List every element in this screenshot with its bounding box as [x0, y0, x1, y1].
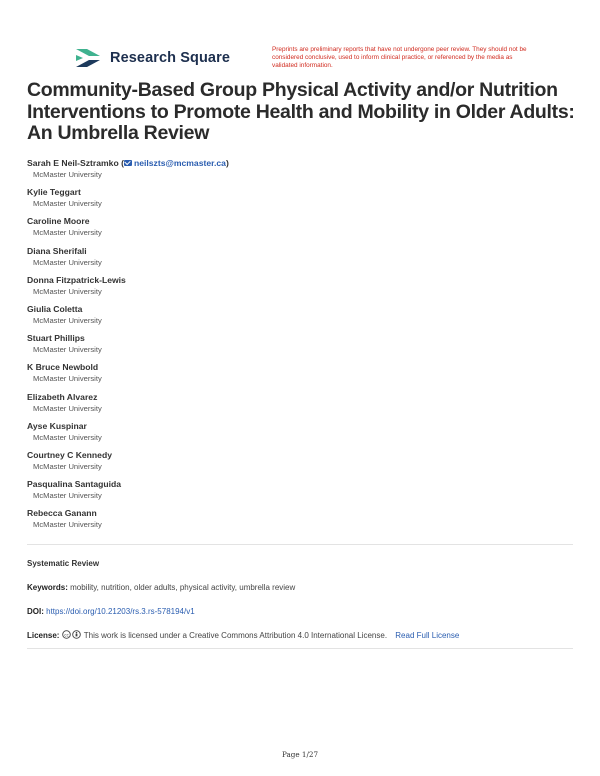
author-affiliation: McMaster University [33, 257, 102, 267]
page-number: Page 1/27 [281, 750, 319, 759]
author-affiliation: McMaster University [33, 374, 102, 384]
svg-text:cc: cc [63, 632, 69, 638]
author-name: Ayse Kuspinar [27, 420, 87, 431]
divider-top [27, 544, 573, 545]
author-affiliation: McMaster University [33, 228, 102, 238]
paper-title: Community-Based Group Physical Activity and/or Nutrition Interventions to Promote Health and Mobility in Older Adults: An Umbrella Review [27, 79, 575, 144]
doi-label: DOI: [27, 607, 44, 616]
author-affiliation: McMaster University [33, 170, 102, 179]
author-name: Rebecca Ganann [27, 508, 97, 519]
author-entry [27, 420, 567, 449]
author-name: Elizabeth Alvarez [27, 391, 98, 402]
author-list [27, 157, 567, 536]
author-name: Courtney C Kennedy [27, 449, 112, 460]
doi-line [27, 606, 573, 617]
creative-commons-icon [62, 630, 82, 642]
read-full-license-link[interactable]: Read Full License [395, 631, 460, 640]
author-name: Kylie Teggart [27, 187, 81, 198]
author-name: Stuart Phillips [27, 333, 85, 344]
author-name: Pasqualina Santaguida [27, 479, 122, 490]
keywords-label: Keywords: [27, 583, 68, 592]
preprint-notice: Preprints are preliminary reports that have not undergone peer review. They should not be considered conclusive, used to inform clinical practice, or referenced by the media as validated information. [272, 46, 527, 69]
author-corresponding: Sarah E Neil-Sztramko ( neilszts@mcmaster.ca) McMaster University [27, 157, 567, 186]
doi-link[interactable]: https://doi.org/10.21203/rs.3.rs-578194/v1 [46, 607, 195, 616]
author-entry [27, 274, 567, 303]
author-name: Donna Fitzpatrick-Lewis [27, 274, 126, 285]
author-entry [27, 332, 567, 361]
license-label: License: [27, 631, 60, 640]
author-affiliation: McMaster University [33, 520, 102, 530]
author-name: K Bruce Newbold [27, 362, 99, 373]
author-affiliation: McMaster University [33, 491, 102, 501]
author-affiliation: McMaster University [33, 286, 102, 296]
author-name: Caroline Moore [27, 216, 90, 227]
author-entry [27, 449, 567, 478]
author-entry [27, 361, 567, 390]
author-name: Giulia Coletta [27, 303, 83, 314]
author-affiliation: McMaster University [33, 432, 102, 442]
author-entry [27, 245, 567, 274]
author-affiliation: McMaster University [33, 345, 102, 355]
author-affiliation: McMaster University [33, 461, 102, 471]
author-entry [27, 303, 567, 332]
author-affiliation: McMaster University [33, 315, 102, 325]
author-entry [27, 507, 567, 536]
research-square-logo[interactable] [74, 47, 230, 69]
keywords-line [27, 582, 573, 593]
envelope-icon [124, 160, 132, 166]
keywords-value: mobility, nutrition, older adults, physical activity, umbrella review [70, 583, 296, 592]
author-entry [27, 478, 567, 507]
author-affiliation: McMaster University [33, 199, 102, 209]
divider-bottom [27, 648, 573, 649]
author-name: Diana Sherifali [27, 245, 87, 256]
author-entry [27, 391, 567, 420]
research-square-logo-icon [74, 47, 102, 69]
license-line [27, 630, 573, 642]
author-name: Sarah E Neil-Sztramko [27, 158, 119, 168]
author-entry [27, 215, 567, 244]
article-type: Systematic Review [27, 559, 100, 568]
logo-text: Research Square [110, 50, 230, 66]
license-text: This work is licensed under a Creative Commons Attribution 4.0 International License. [83, 631, 388, 640]
author-email-link[interactable]: neilszts@mcmaster.ca [124, 158, 226, 168]
author-affiliation: McMaster University [33, 403, 102, 413]
author-entry [27, 186, 567, 215]
